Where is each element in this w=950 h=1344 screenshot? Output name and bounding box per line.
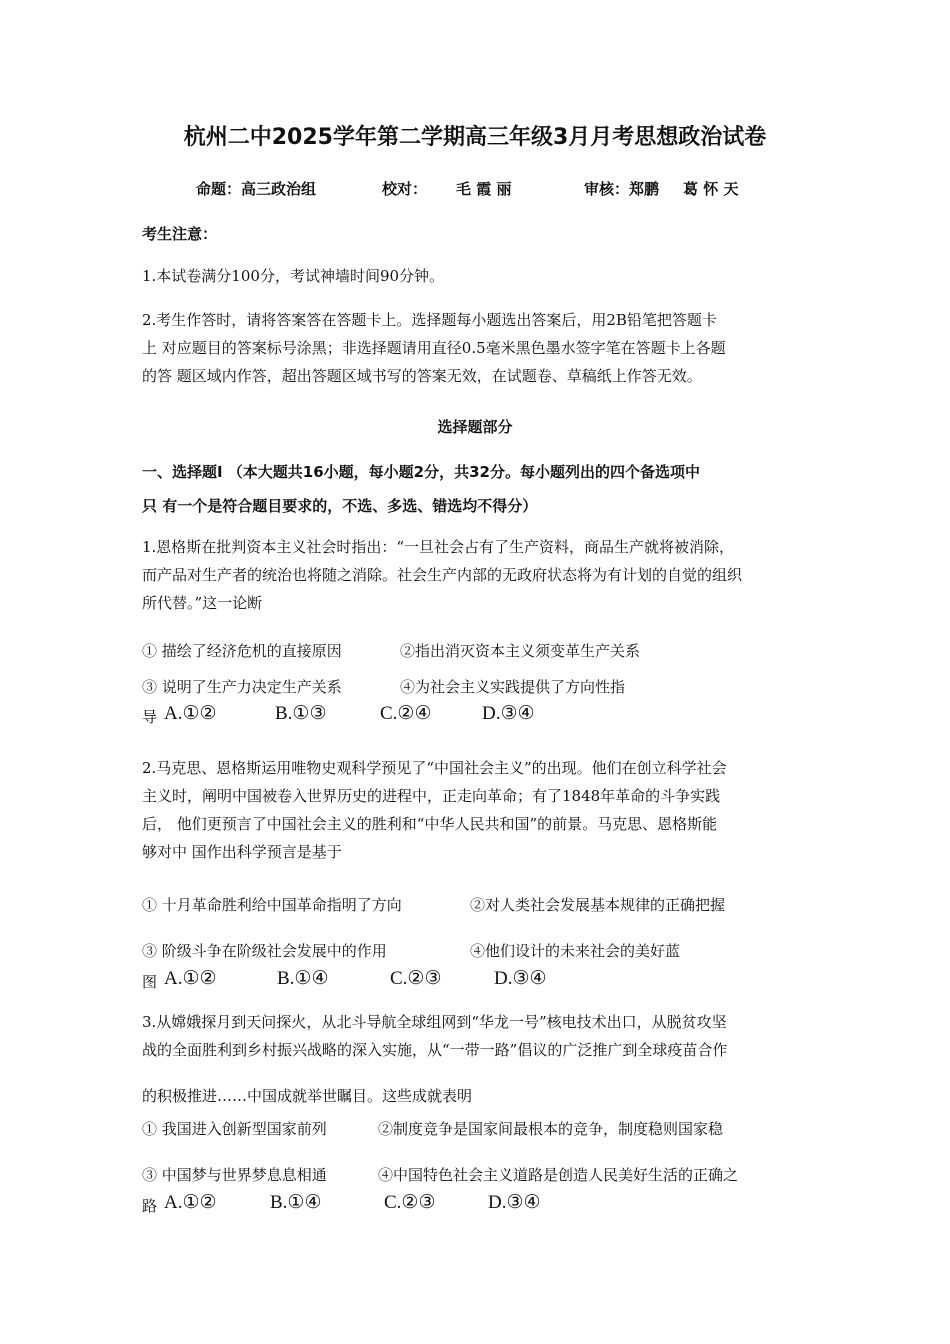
q1-stem-line-1: 1.恩格斯在批判资本主义社会时指出：“一旦社会占有了生产资料，商品生产就将被消除，	[142, 538, 734, 556]
reviewer-label: 审核：郑鹏	[584, 180, 660, 198]
notice-item-2-line-3: 的答 题区域内作答，超出答题区域书写的答案无效，在试题卷、草稿纸上作答无效。	[142, 367, 702, 385]
q3-stem-line-1: 3.从嫦娥探月到天问探火，从北斗导航全球组网到“华龙一号”核电技术出口，从脱贫攻坚	[142, 1013, 727, 1031]
q3-answer-a: A.①②	[164, 1192, 217, 1213]
q1-answer-d: D.③④	[482, 703, 535, 724]
q3-option-tail: 路	[142, 1197, 158, 1215]
q2-option-1: ① 十月革命胜利给中国革命指明了方向	[142, 896, 402, 914]
proofreader-label: 校对：	[382, 180, 428, 198]
q3-option-1: ① 我国进入创新型国家前列	[142, 1120, 327, 1138]
notice-item-1: 1.本试卷满分100分，考试神墙时间90分钟。	[142, 267, 445, 285]
q2-stem-line-2: 主义时，阐明中国被卷入世界历史的进程中，正走向革命；有了1848年革命的斗争实践	[142, 787, 721, 805]
q1-stem-line-3: 所代替。”这一论断	[142, 594, 263, 612]
notice-item-2-line-2: 上 对应题目的答案标号涂黑；非选择题请用直径0.5毫米黑色墨水签字笔在答题卡上各题	[142, 339, 726, 357]
q2-stem-line-3: 后， 他们更预言了中国社会主义的胜利和“中华人民共和国”的前景。马克思、恩格斯能	[142, 815, 718, 833]
q1-option-2: ②指出消灭资本主义须变革生产关系	[400, 642, 641, 660]
page-title: 杭州二中2025学年第二学期高三年级3月月考思想政治试卷	[183, 125, 767, 150]
q2-stem-line-4: 够对中 国作出科学预言是基于	[142, 843, 342, 861]
q1-answer-b: B.①③	[275, 703, 327, 724]
q3-option-4: ④中国特色社会主义道路是创造人民美好生活的正确之	[378, 1166, 739, 1184]
q1-option-4: ④为社会主义实践提供了方向性指	[400, 678, 626, 696]
proposer-label: 命题：高三政治组	[196, 180, 317, 198]
q2-option-tail: 图	[142, 973, 158, 991]
notice-item-2-line-1: 2.考生作答时，请将答案答在答题卡上。选择题每小题选出答案后，用2B铅笔把答题卡	[142, 311, 717, 329]
q3-answer-c: C.②③	[384, 1192, 436, 1213]
q2-answer-c: C.②③	[390, 968, 442, 989]
q2-answer-a: A.①②	[164, 968, 217, 989]
proofreader-name: 毛 霞 丽	[456, 180, 512, 198]
q2-stem-line-1: 2.马克思、恩格斯运用唯物史观科学预见了“中国社会主义”的出现。他们在创立科学社会	[142, 759, 727, 777]
section-title: 选择题部分	[437, 418, 513, 436]
q1-option-tail: 导	[142, 708, 158, 726]
q3-stem-line-3: 的积极推进……中国成就举世瞩目。这些成就表明	[142, 1087, 473, 1105]
q2-option-4: ④他们设计的未来社会的美好蓝	[470, 942, 681, 960]
q1-option-3: ③ 说明了生产力决定生产关系	[142, 678, 342, 696]
part1-instruction-line-2: 只 有一个是符合题目要求的，不选、多选、错选均不得分）	[142, 497, 538, 515]
reviewer-name: 葛 怀 天	[683, 180, 739, 198]
q3-option-3: ③ 中国梦与世界梦息息相通	[142, 1166, 327, 1184]
q2-option-3: ③ 阶级斗争在阶级社会发展中的作用	[142, 942, 387, 960]
q1-answer-a: A.①②	[164, 703, 217, 724]
part1-instruction-line-1: 一、选择题Ⅰ （本大题共16小题，每小题2分，共32分。每小题列出的四个备选项中	[142, 463, 700, 481]
q2-answer-d: D.③④	[494, 968, 547, 989]
q1-answer-c: C.②④	[380, 703, 432, 724]
q3-stem-line-2: 战的全面胜利到乡村振兴战略的深入实施，从“一带一路”倡议的广泛推广到全球疫苗合作	[142, 1041, 728, 1059]
q1-stem-line-2: 而产品对生产者的统治也将随之消除。社会生产内部的无政府状态将为有计划的自觉的组织	[142, 566, 743, 584]
notice-heading: 考生注意：	[142, 225, 218, 243]
q2-answer-b: B.①④	[277, 968, 329, 989]
q3-answer-d: D.③④	[488, 1192, 541, 1213]
q3-answer-b: B.①④	[270, 1192, 322, 1213]
q3-option-2: ②制度竞争是国家间最根本的竞争，制度稳则国家稳	[378, 1120, 724, 1138]
q1-option-1: ① 描绘了经济危机的直接原因	[142, 642, 342, 660]
q2-option-2: ②对人类社会发展基本规律的正确把握	[470, 896, 726, 914]
